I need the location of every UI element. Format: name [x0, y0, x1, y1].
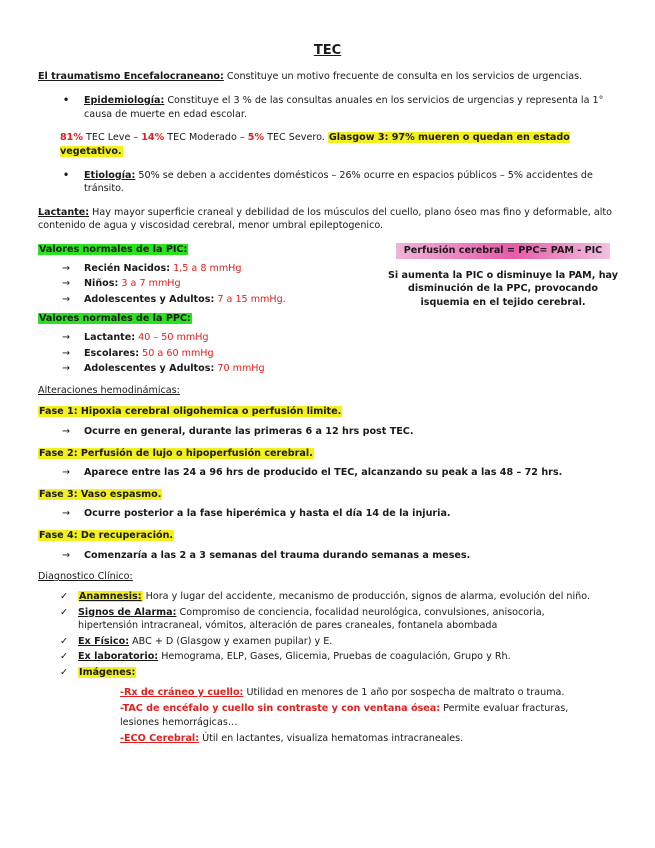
arrow-right-icon: →: [62, 426, 71, 438]
stat-moderado-pct: 14%: [141, 132, 165, 144]
pic-list: [38, 262, 617, 307]
stat-leve-pct: 81%: [60, 132, 83, 144]
epidemiologia-label: Epidemiología:: [84, 95, 165, 107]
arrow-right-icon: →: [62, 347, 71, 359]
ppc-list: [38, 331, 617, 376]
list-item: → Lactante: 40 – 50 mmHg: [62, 331, 209, 343]
arrow-right-icon: →: [62, 363, 71, 375]
etiologia-bullet: [38, 169, 617, 196]
list-item: -TAC de encéfalo y cuello sin contraste y con ventana ósea: Permite evaluar fracturas, lesiones hemorrágicas…: [120, 703, 569, 728]
checkmark-icon: ✓: [60, 635, 69, 647]
lactante-label: Lactante:: [38, 206, 90, 218]
list-item: -ECO Cerebral: Útil en lactantes, visualiza hematomas intracraneales.: [120, 733, 464, 745]
values-section: [38, 243, 617, 376]
list-item: → Escolares: 50 a 60 mmHg: [62, 347, 214, 359]
arrow-right-icon: →: [62, 293, 71, 305]
tec-stats: [38, 131, 617, 158]
arrow-right-icon: →: [62, 467, 71, 479]
stat-severo-text: TEC Severo.: [264, 132, 328, 144]
fase-4-item: → Comenzaría a las 2 a 3 semanas del trauma durando semanas a meses.: [62, 549, 471, 561]
checkmark-icon: ✓: [60, 590, 69, 602]
list-item: ✓ Ex Físico: ABC + D (Glasgow y examen pupilar) y E.: [60, 635, 333, 647]
fase-1-title: Fase 1: Hipoxia cerebral oligohemica o perfusión limite.: [39, 406, 342, 418]
stat-severo-pct: 5%: [247, 132, 265, 144]
hemodinamicas-heading: Alteraciones hemodinámicas:: [38, 384, 180, 396]
checkmark-icon: ✓: [60, 651, 69, 663]
list-item: → Adolescentes y Adultos: 7 a 15 mmHg.: [62, 293, 286, 305]
fase-3-item: → Ocurre posterior a la fase hiperémica y hasta el día 14 de la injuria.: [62, 508, 451, 520]
list-item: -Rx de cráneo y cuello: Utilidad en menores de 1 año por sospecha de maltrato o trauma.: [120, 686, 565, 698]
bullet-dot-icon: •: [63, 95, 70, 107]
perfusion-formula: Perfusión cerebral = PPC= PAM - PIC: [396, 243, 610, 259]
list-item: → Adolescentes y Adultos: 70 mmHg: [62, 363, 265, 375]
arrow-right-icon: →: [62, 549, 71, 561]
list-item: ✓ Anamnesis: Hora y lugar del accidente, mecanismo de producción, signos de alarma, evolución del niño.: [60, 590, 591, 602]
intro-text: Constituye un motivo frecuente de consulta en los servicios de urgencias.: [223, 71, 583, 83]
arrow-right-icon: →: [62, 508, 71, 520]
perfusion-text: Si aumenta la PIC o disminuye la PAM, hay disminución de la PPC, provocando isquemia en el tejido cerebral.: [388, 269, 618, 309]
lactante-text: Hay mayor superficie craneal y debilidad de los músculos del cuello, plano óseo mas fino y deformable, alto contenido de agua y viscosidad cerebral, menor umbral epileptogenico.: [38, 206, 613, 232]
etiologia-text: 50% se deben a accidentes domésticos – 26% ocurre en espacios públicos – 5% accidentes de tránsito.: [84, 169, 593, 195]
checkmark-icon: ✓: [60, 606, 69, 618]
fase-2-title: Fase 2: Perfusión de lujo o hipoperfusión cerebral.: [39, 447, 313, 459]
arrow-right-icon: →: [62, 278, 71, 290]
intro-paragraph: [38, 70, 617, 84]
epidemiologia-bullet: [38, 94, 617, 121]
list-item: ✓ Imágenes:: [60, 666, 136, 678]
fase-4-title: Fase 4: De recuperación.: [39, 530, 174, 542]
intro-label: El traumatismo Encefalocraneano:: [38, 71, 224, 83]
pic-heading: Valores normales de la PIC:: [39, 243, 188, 255]
epidemiologia-text: Constituye el 3 % de las consultas anuales en los servicios de urgencias y representa la 1° causa de muerte en edad escolar.: [84, 95, 604, 120]
glasgow-highlight: Glasgow 3: 97% mueren o quedan en estado vegetativo.: [60, 132, 570, 157]
list-item: → Recién Nacidos: 1,5 a 8 mmHg: [62, 262, 242, 274]
etiologia-label: Etiología:: [84, 169, 136, 181]
ppc-heading: Valores normales de la PPC:: [39, 313, 191, 325]
arrow-right-icon: →: [62, 262, 71, 274]
fase-2-item: → Aparece entre las 24 a 96 hrs de producido el TEC, alcanzando su peak a las 48 – 72 hrs.: [62, 467, 563, 479]
page-title: TEC: [313, 43, 342, 58]
fase-1-item: → Ocurre en general, durante las primeras 6 a 12 hrs post TEC.: [62, 426, 414, 438]
stat-leve-text: TEC Leve –: [82, 132, 142, 144]
arrow-right-icon: →: [62, 331, 71, 343]
diagnostico-list: [38, 590, 617, 680]
checkmark-icon: ✓: [60, 666, 69, 678]
stat-moderado-text: TEC Moderado –: [164, 132, 248, 144]
bullet-dot-icon: •: [63, 169, 70, 181]
fase-3-title: Fase 3: Vaso espasmo.: [39, 488, 162, 500]
diagnostico-heading: Diagnostico Clínico:: [38, 571, 133, 583]
imagenes-list: [38, 686, 617, 746]
list-item: ✓ Ex laboratorio: Hemograma, ELP, Gases, Glicemia, Pruebas de coagulación, Grupo y Rh.: [60, 651, 511, 663]
list-item: ✓ Signos de Alarma: Compromiso de conciencia, focalidad neurológica, convulsiones, anisocoria, hipertensión intracraneal, vómitos, alteración de pares craneales, fontanela abombada: [60, 606, 545, 632]
list-item: → Niños: 3 a 7 mmHg: [62, 278, 181, 290]
lactante-paragraph: [38, 206, 617, 233]
